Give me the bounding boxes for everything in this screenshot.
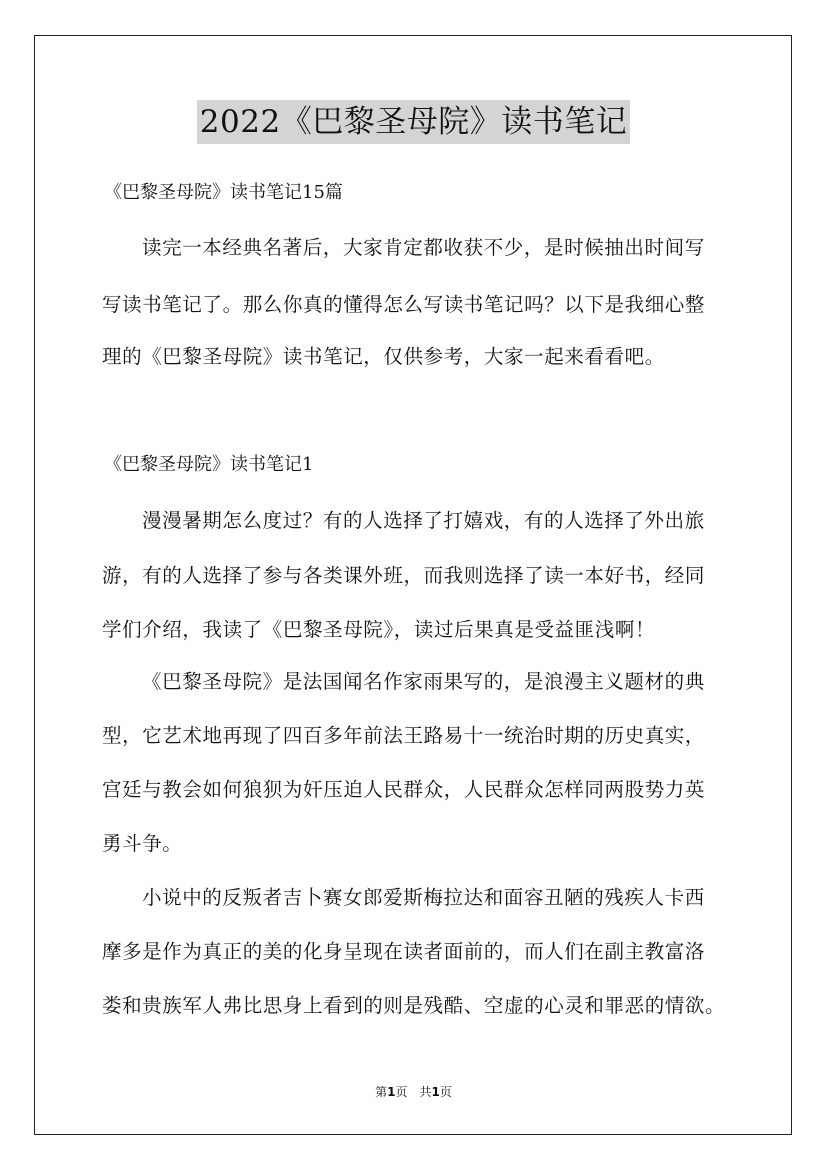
paragraph-line: 理的《巴黎圣母院》读书笔记，仅供参考，大家一起来看看吧。 — [102, 345, 665, 368]
paragraph-line: 宫廷与教会如何狼狈为奸压迫人民群众，人民群众怎样同两股势力英 — [102, 778, 706, 801]
paragraph-line: 小说中的反叛者吉卜赛女郎爱斯梅拉达和面容丑陋的残疾人卡西 — [142, 886, 705, 909]
page-current-number: 1 — [387, 1085, 396, 1099]
paragraph-line: 摩多是作为真正的美的化身呈现在读者面前的，而人们在副主教富洛 — [102, 940, 706, 963]
page-mid: 页 共 — [395, 1085, 432, 1099]
page-total-number: 1 — [431, 1085, 440, 1099]
document-title: 2022《巴黎圣母院》读书笔记 — [197, 100, 630, 144]
page-suffix: 页 — [439, 1085, 452, 1099]
paragraph-line: 勇斗争。 — [102, 832, 183, 855]
paragraph-line: 娄和贵族军人弗比思身上看到的则是残酷、空虚的心灵和罪恶的情欲。 — [102, 994, 726, 1017]
paragraph-line: 游，有的人选择了参与各类课外班，而我则选择了读一本好书，经同 — [102, 564, 706, 587]
title-container — [0, 100, 827, 144]
page-footer — [0, 1084, 827, 1100]
intro-heading: 《巴黎圣母院》读书笔记15篇 — [104, 182, 343, 203]
page-prefix: 第 — [375, 1085, 388, 1099]
paragraph-line: 学们介绍，我读了《巴黎圣母院》，读过后果真是受益匪浅啊！ — [102, 618, 656, 641]
section-heading: 《巴黎圣母院》读书笔记1 — [104, 454, 314, 475]
paragraph-line: 漫漫暑期怎么度过？有的人选择了打嬉戏，有的人选择了外出旅 — [142, 509, 705, 532]
paragraph-line: 《巴黎圣母院》是法国闻名作家雨果写的，是浪漫主义题材的典 — [142, 670, 705, 693]
paragraph-line: 写读书笔记了。那么你真的懂得怎么写读书笔记吗？以下是我细心整 — [102, 293, 706, 316]
paragraph-line: 型，它艺术地再现了四百多年前法王路易十一统治时期的历史真实， — [102, 724, 706, 747]
paragraph-line: 读完一本经典名著后，大家肯定都收获不少，是时候抽出时间写 — [142, 236, 705, 259]
